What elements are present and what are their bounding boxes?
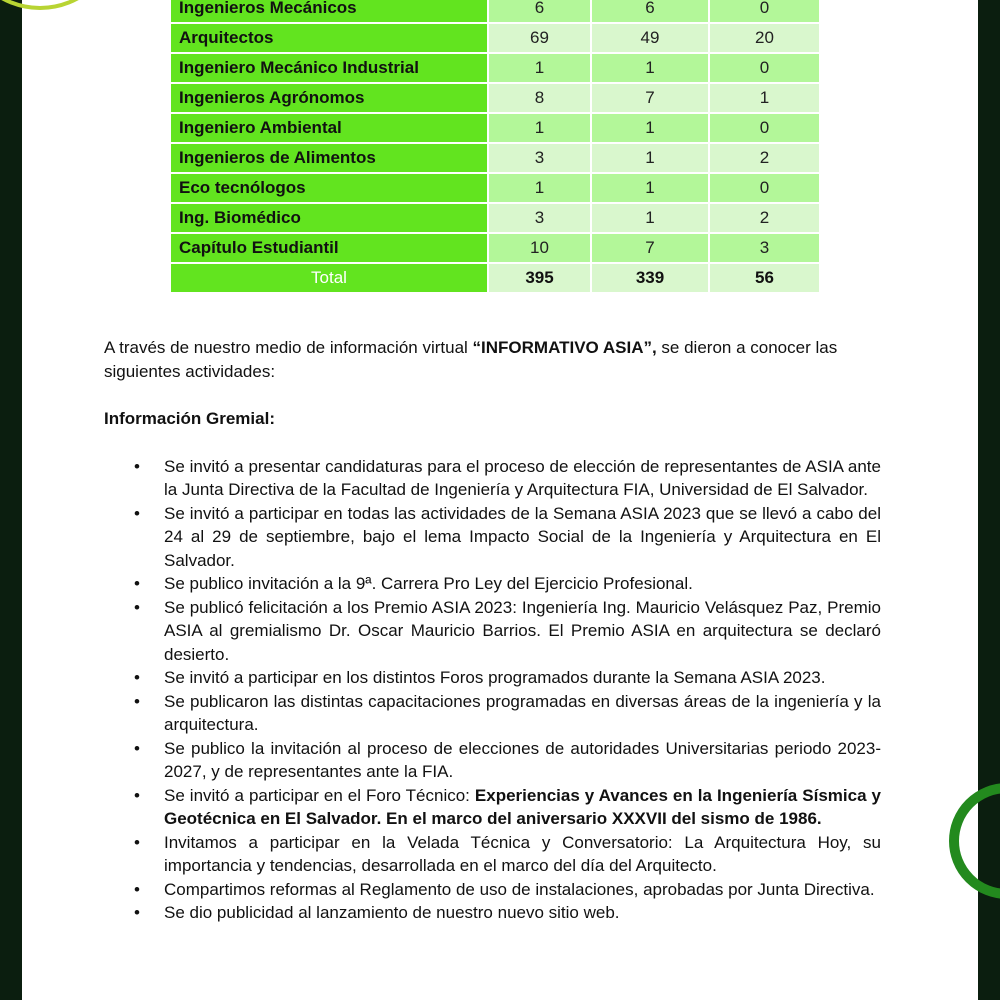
- list-item-text: Se invitó a participar en todas las actividades de la Semana ASIA 2023 que se llevó a cabo del 24 al 29 de septiembre, bajo el lema Impacto Social de la Ingeniería y Arquitectura en El Salvador.: [164, 503, 881, 570]
- membership-table: [169, 0, 821, 294]
- table-row: [170, 143, 820, 173]
- list-item: [104, 784, 881, 831]
- row-value-3: 0: [709, 53, 820, 83]
- row-value-1: 1: [488, 173, 591, 203]
- list-item-bold-text: Experiencias y Avances en la Ingeniería Sísmica y Geotécnica en El Salvador. En el marco del aniversario XXXVII del sismo de 1986.: [164, 785, 881, 828]
- total-label: Total: [170, 263, 488, 293]
- table-total-row: [170, 263, 820, 293]
- list-item: [104, 737, 881, 784]
- list-item-text: Se publico invitación a la 9ª. Carrera Pro Ley del Ejercicio Profesional.: [164, 574, 693, 593]
- list-item-text: Invitamos a participar en la Velada Técnica y Conversatorio: La Arquitectura Hoy, su importancia y tendencias, desarrollada en el marco del día del Arquitecto.: [164, 832, 881, 875]
- row-name: Capítulo Estudiantil: [170, 233, 488, 263]
- list-item-text: Se invitó a participar en los distintos Foros programados durante la Semana ASIA 2023.: [164, 668, 826, 687]
- row-value-1: 1: [488, 53, 591, 83]
- membership-table-body: [170, 0, 820, 293]
- list-item-text: Se publico la invitación al proceso de elecciones de autoridades Universitarias periodo 2023-2027, y de representantes ante la FIA.: [164, 738, 881, 781]
- row-value-1: 6: [488, 0, 591, 23]
- row-value-3: 3: [709, 233, 820, 263]
- list-item-text: Se dio publicidad al lanzamiento de nuestro nuevo sitio web.: [164, 903, 620, 922]
- right-decorative-ring: [949, 783, 1000, 899]
- list-item: [104, 572, 881, 596]
- row-name: Eco tecnólogos: [170, 173, 488, 203]
- row-name: Ingenieros de Alimentos: [170, 143, 488, 173]
- table-row: [170, 23, 820, 53]
- row-value-3: 2: [709, 143, 820, 173]
- list-item: [104, 502, 881, 573]
- section-title: Información Gremial:: [104, 409, 275, 428]
- row-value-1: 3: [488, 203, 591, 233]
- row-name: Ingeniero Mecánico Industrial: [170, 53, 488, 83]
- table-row: [170, 233, 820, 263]
- row-value-2: 1: [591, 53, 709, 83]
- total-value-2: 339: [591, 263, 709, 293]
- row-value-2: 1: [591, 203, 709, 233]
- row-value-2: 1: [591, 173, 709, 203]
- left-decorative-bar: [0, 0, 22, 1000]
- row-value-2: 49: [591, 23, 709, 53]
- list-item: [104, 831, 881, 878]
- row-value-1: 1: [488, 113, 591, 143]
- intro-text-before: A través de nuestro medio de información virtual: [104, 338, 473, 357]
- list-item-text: Se invitó a presentar candidaturas para el proceso de elección de representantes de ASIA ante la Junta Directiva de la Facultad de Ingeniería y Arquitectura FIA, Universidad de El Salvador.: [164, 456, 881, 499]
- list-item: [104, 455, 881, 502]
- total-value-1: 395: [488, 263, 591, 293]
- row-value-1: 3: [488, 143, 591, 173]
- table-row: [170, 83, 820, 113]
- row-value-1: 10: [488, 233, 591, 263]
- row-value-1: 8: [488, 83, 591, 113]
- list-item-text: Se invitó a participar en el Foro Técnico:: [164, 785, 475, 805]
- row-name: Ingeniero Ambiental: [170, 113, 488, 143]
- row-name: Ingenieros Agrónomos: [170, 83, 488, 113]
- table-row: [170, 0, 820, 23]
- list-item: [104, 666, 881, 690]
- list-item-text: Compartimos reformas al Reglamento de uso de instalaciones, aprobadas por Junta Directiva.: [164, 879, 875, 899]
- table-row: [170, 53, 820, 83]
- list-item-text: Se publicó felicitación a los Premio ASIA 2023: Ingeniería Ing. Mauricio Velásquez Paz, Premio ASIA al gremialismo Dr. Oscar Mauricio Barrios. El Premio ASIA en arquitectura se declaró desierto.: [164, 597, 881, 664]
- total-value-3: 56: [709, 263, 820, 293]
- intro-text-after: se dieron a conocer las siguientes actividades:: [104, 338, 838, 381]
- table-row: [170, 203, 820, 233]
- document-body: [104, 336, 881, 925]
- row-value-2: 6: [591, 0, 709, 23]
- table-row: [170, 173, 820, 203]
- intro-bold-title: “INFORMATIVO ASIA”,: [472, 338, 657, 357]
- row-value-3: 1: [709, 83, 820, 113]
- list-item: [104, 878, 881, 902]
- row-value-2: 1: [591, 143, 709, 173]
- table-row: [170, 113, 820, 143]
- list-item: [104, 901, 881, 925]
- intro-paragraph: [104, 336, 881, 383]
- row-value-2: 1: [591, 113, 709, 143]
- list-item: [104, 690, 881, 737]
- row-value-3: 20: [709, 23, 820, 53]
- activities-list: [104, 455, 881, 925]
- row-name: Arquitectos: [170, 23, 488, 53]
- row-name: Ing. Biomédico: [170, 203, 488, 233]
- row-value-3: 0: [709, 0, 820, 23]
- list-item-text: Se publicaron las distintas capacitaciones programadas en diversas áreas de la ingeniería y la arquitectura.: [164, 691, 881, 734]
- row-name: Ingenieros Mecánicos: [170, 0, 488, 23]
- list-item: [104, 596, 881, 667]
- row-value-1: 69: [488, 23, 591, 53]
- row-value-3: 0: [709, 113, 820, 143]
- row-value-2: 7: [591, 83, 709, 113]
- row-value-3: 0: [709, 173, 820, 203]
- row-value-3: 2: [709, 203, 820, 233]
- row-value-2: 7: [591, 233, 709, 263]
